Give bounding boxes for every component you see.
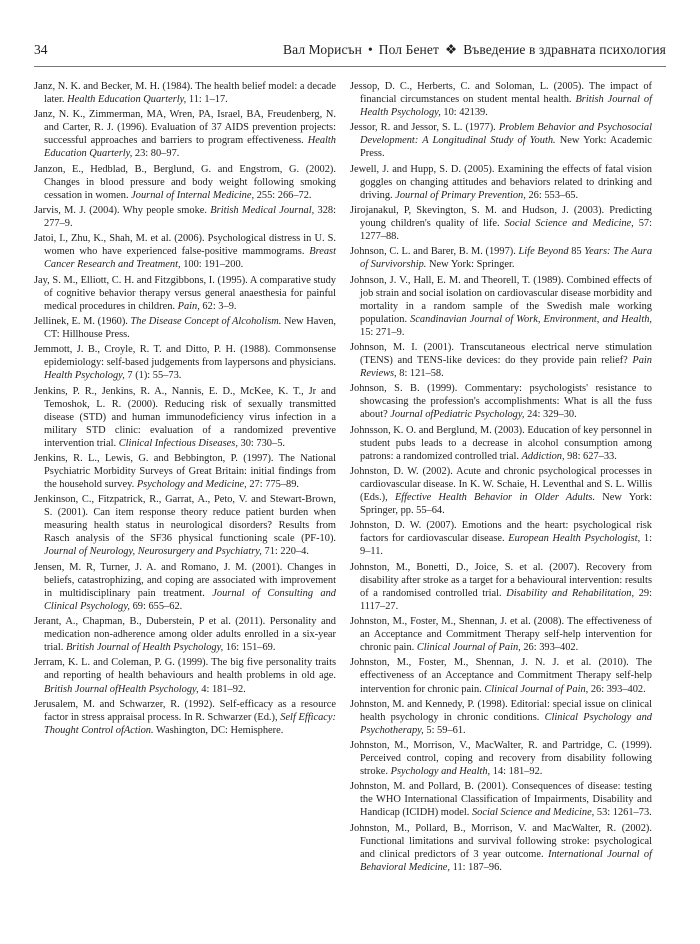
reference-text: 15: 271–9. [360, 326, 405, 338]
reference-entry [34, 493, 336, 558]
reference-text: Jirojanakul, P, Skevington, S. M. and Hudson, J. (2003). Predicting young children's quality of life. [350, 204, 652, 230]
reference-text: Jatoi, I., Zhu, K., Shah, M. et al. (2006). Psychological distress in U. S. women who have experienced false-positive mammograms. [34, 233, 336, 258]
reference-entry [350, 204, 652, 243]
reference-text: Johnston, M., Pollard, B., Morrison, V. and MacWalter, R. (2002). Functional limitations and survival following stroke: psychological and clinical predictors of 3 year outcome. [350, 822, 652, 860]
page-number: 34 [34, 42, 48, 57]
reference-source: Psychology and Health, [390, 766, 491, 778]
reference-text: Jenkins, P. R., Jenkins, R. A., Nannis, E. D., McKee, K. T., Jr and Temoshok, L. R. (2000). Reducing risk of sexually transmitted disease (STD) and human immunodeficiency virus infection in a military STD clinic: evaluation of a randomized preventive intervention trial. [34, 385, 336, 449]
author-name: Пол Бенет [378, 42, 439, 57]
reference-entry [350, 382, 652, 421]
reference-text: New York: Springer. [426, 259, 515, 271]
reference-text: Jenkinson, C., Fitzpatrick, R., Garrat, A., Peto, V. and Stewart-Brown, S. (2001). Can item response theory reduce patient burden when measuring health status in neurological disorders? Results from Rasch analysis of the SF36 physical functioning scale (PF-10). [34, 494, 336, 545]
reference-entry [34, 343, 336, 382]
reference-text: 1: 9–11. [360, 533, 652, 558]
reference-source: Pain Reviews, [360, 355, 652, 380]
reference-text: 26: 553–65. [525, 189, 579, 201]
reference-entry [34, 274, 336, 313]
reference-text: 16: 151–69. [223, 642, 276, 654]
reference-source: Life Beyond [518, 246, 569, 258]
reference-text: Jellinek, E. M. (1960). [34, 315, 131, 327]
reference-text: Johnston, M. and Pollard, B. (2001). Consequences of disease: testing the WHO International Classification of Impairments, Disability and Handicap (ICIDH) model. [350, 781, 652, 819]
reference-text: Jemmott, J. B., Croyle, R. T. and Ditto, P. H. (1988). Commonsense epidemiology: self-based judgements from laypersons and physicians. [34, 344, 336, 369]
reference-entry [34, 315, 336, 341]
reference-text: Janzon, E., Hedblad, B., Berglund, G. and Engstrom, G. (2002). Changes in blood pressure and body weight following smoking cessation in women. [34, 163, 336, 201]
reference-entry [350, 615, 652, 654]
reference-text: 328: 277–9. [44, 204, 336, 230]
reference-source: Health Psychology, [44, 370, 125, 382]
reference-source: Years: The Aura of Survivorship. [360, 246, 653, 271]
reference-source: Breast Cancer Research and Treatment, [44, 246, 336, 271]
reference-text: Johnsson, K. O. and Berglund, M. (2003). Education of key personnel in student pubs leads to a decrease in alcohol consumption among patrons: a randomized controlled trial. [350, 424, 652, 462]
reference-text: Jensen, M. R, Turner, J. A. and Romano, J. M. (2001). Changes in beliefs, catastrophizing, and coping are associated with improvement in multidisciplinary pain treatment. [34, 561, 336, 599]
reference-text: 62: 3–9. [199, 300, 237, 312]
book-title: Въведение в здравната психология [463, 42, 666, 57]
reference-entry [34, 385, 336, 450]
reference-source: Psychology and Medicine, [136, 479, 247, 491]
reference-text: Johnson, J. V., Hall, E. M. and Theorell, T. (1989). Combined effects of job strain and social isolation on cardiovascular disease morbidity and mortality in a random sample of the Swedish male working population. [350, 274, 652, 325]
running-title [283, 42, 666, 58]
reference-text: Jerusalem, M. and Schwarzer, R. (1992). Self-efficacy as a resource factor in stress appraisal process. In R. Schwarzer (Ed.), [34, 698, 336, 723]
reference-entry [350, 698, 652, 737]
reference-source: Journal of Consulting and Clinical Psychology, [44, 587, 336, 612]
reference-text: 24: 329–30. [524, 409, 577, 421]
reference-entry [350, 465, 652, 517]
reference-source: Social Science and Medicine, [504, 218, 634, 230]
reference-text: Jewell, J. and Hupp, S. D. (2005). Examining the effects of fatal vision goggles on changing attitudes and behaviors related to drinking and driving. [350, 163, 652, 201]
reference-text: 14: 181–92. [490, 766, 543, 778]
reference-text: 8: 121–58. [396, 368, 444, 380]
reference-entry [350, 656, 652, 695]
reference-source: Journal ofPediatric Psychology, [390, 409, 525, 421]
reference-source: Social Science and Medicine, [471, 807, 595, 819]
reference-source: Journal of Neurology, Neurosurgery and Psychiatry, [44, 546, 262, 558]
reference-source: Clinical Journal of Pain, [484, 683, 589, 695]
reference-text: Janz, N. K., Zimmerman, MA, Wren, PA, Israel, BA, Freudenberg, N. and Carter, R. J. (1996). Evaluation of 37 AIDS prevention projects: successful approaches and barriers to program effectiveness. [34, 109, 336, 147]
reference-entry [350, 519, 652, 558]
reference-source: Journal of Primary Prevention, [395, 189, 526, 201]
reference-source: Journal of Internal Medicine, [131, 189, 255, 201]
reference-text: Jay, S. M., Elliott, C. H. and Fitzgibbons, I. (1995). A comparative study of cognitive behavior therapy versus general anaesthesia for painful medical procedures in children. [34, 274, 336, 312]
reference-text: Johnston, M. and Kennedy, P. (1998). Editorial: special issue on clinical health psychology in chronic conditions. [350, 698, 652, 723]
reference-entry [34, 204, 336, 230]
reference-source: Health Education Quarterly, [44, 135, 336, 160]
reference-entry [34, 561, 336, 613]
reference-text: Johnston, D. W. (2002). Acute and chronic psychological processes in cardiovascular disease. In K. W. Schaie, H. Leventhal and S. L. Willis (Eds.), [350, 466, 652, 504]
reference-source: Self Efficacy: Thought Control ofAction. [44, 711, 336, 736]
reference-source: Addiction, [521, 450, 565, 462]
reference-entry [350, 274, 652, 339]
reference-text: Johnston, M., Foster, M., Shennan, J. et al. (2008). The effectiveness of an Acceptance and Commitment Therapy self-help intervention for chronic pain. [350, 616, 652, 654]
reference-entry [34, 452, 336, 491]
reference-text: 26: 393–402. [588, 683, 646, 695]
reference-text: Jarvis, M. J. (2004). Why people smoke. [34, 204, 211, 216]
reference-text: Jerram, K. L. and Coleman, P. G. (1999). The big five personality traits and reporting of health behaviours and health problems in old age. [34, 657, 336, 682]
header-separator: • [367, 42, 373, 57]
reference-entry [350, 424, 652, 463]
reference-entry [350, 163, 652, 202]
reference-text: Janz, N. K. and Becker, M. H. (1984). The health belief model: a decade later. [34, 81, 336, 106]
reference-source: Clinical Psychology and Psychotherapy, [360, 711, 652, 736]
reference-text: Jenkins, R. L., Lewis, G. and Bebbington, P. (1997). The National Psychiatric Morbidity Surveys of Great Britain: initial findings from the household survey. [34, 452, 336, 491]
header-rule [34, 66, 666, 67]
author-name: Вал Морисън [283, 42, 362, 57]
reference-source: Disability and Rehabilitation, [506, 587, 635, 599]
reference-text: 100: 191–200. [180, 259, 244, 271]
reference-source: Health Education Quarterly, [67, 94, 187, 106]
reference-text: Johnson, M. I. (2001). Transcutaneous electrical nerve stimulation (TENS) and TENS-like devices: do they provide pain relief? [350, 342, 652, 367]
reference-source: International Journal of Behavioral Medicine, [360, 848, 653, 873]
reference-entry [34, 656, 336, 695]
reference-text: 4: 181–92. [198, 683, 246, 695]
reference-entry [350, 561, 652, 613]
reference-text: 69: 655–62. [130, 600, 183, 612]
reference-text: New York: Academic Press. [360, 135, 652, 160]
reference-entry [350, 121, 652, 160]
reference-entry [34, 698, 336, 737]
reference-text: 11: 1–17. [186, 94, 228, 106]
references-left-column [34, 80, 336, 739]
reference-text: 30: 730–5. [237, 437, 285, 449]
reference-entry [34, 615, 336, 654]
reference-text: 11: 187–96. [450, 861, 502, 873]
reference-source: The Disease Concept of Alcoholism. [130, 315, 282, 327]
reference-text: Jessop, D. C., Herberts, C. and Soloman, L. (2005). The impact of financial circumstances on student mental health. [350, 81, 652, 106]
reference-text: 26: 393–402. [520, 642, 579, 654]
reference-text: 85 [568, 246, 585, 258]
reference-source: British Journal of Health Psychology, [65, 642, 224, 654]
reference-text: 57: 1277–88. [360, 218, 652, 243]
reference-text: Johnston, M., Foster, M., Shennan, J. N. J. et al. (2010). The effectiveness of an Acceptance and Commitment Therapy self-help intervention for chronic pain. [350, 657, 652, 695]
reference-source: European Health Psychologist, [508, 533, 641, 545]
reference-entry [350, 822, 652, 874]
reference-source: Scandinavian Journal of Work, Environment, and Health, [410, 313, 653, 325]
reference-entry [350, 245, 652, 271]
reference-text: 98: 627–33. [564, 450, 617, 462]
references-right-column [350, 80, 652, 876]
reference-source: Problem Behavior and Psychosocial Development: A Longitudinal Study of Youth. [360, 122, 652, 147]
reference-text: New Haven, CT: Hillhouse Press. [44, 315, 337, 340]
reference-text: Johnston, M., Bonetti, D., Joice, S. et al. (2007). Recovery from disability after stroke as a target for a behavioural intervention: results of a randomised controlled trial. [350, 561, 652, 599]
reference-text: Jerant, A., Chapman, B., Duberstein, P et al. (2011). Personality and medication non-adherence among older adults enrolled in a six-year trial. [34, 616, 336, 654]
reference-text: Johnson, S. B. (1999). Commentary: psychologists' resistance to showcasing the profession's accomplishments: What is all the fuss about? [350, 383, 652, 421]
reference-text: 27: 775–89. [246, 479, 300, 491]
reference-entry [350, 80, 652, 119]
reference-text: 7 (1): 55–73. [124, 370, 182, 382]
reference-text: 71: 220–4. [261, 546, 309, 558]
reference-source: British Medical Journal, [210, 204, 315, 216]
reference-entry [34, 163, 336, 202]
reference-text: 255: 266–72. [254, 189, 312, 201]
reference-source: Clinical Infectious Diseases, [118, 437, 238, 449]
running-header [34, 42, 666, 60]
reference-entry [350, 780, 652, 819]
reference-text: New York: Springer, pp. 55–64. [360, 492, 652, 517]
reference-text: Jessor, R. and Jessor, S. L. (1977). [350, 122, 499, 134]
reference-entry [34, 108, 336, 160]
reference-text: 5: 59–61. [423, 724, 466, 736]
reference-entry [34, 80, 336, 106]
reference-text: 29: 1117–27. [360, 587, 652, 612]
reference-text: 23: 80–97. [132, 148, 180, 160]
reference-text: Johnston, M., Morrison, V., MacWalter, R. and Partridge, C. (1999). Perceived control, coping and recovery from disability following stroke. [350, 740, 652, 778]
reference-entry [350, 739, 652, 778]
reference-entry [34, 232, 336, 271]
reference-source: Effective Health Behavior in Older Adults. [394, 492, 596, 504]
reference-text: Washington, DC: Hemisphere. [153, 724, 284, 736]
header-separator: ❖ [444, 42, 458, 57]
reference-source: Pain, [177, 300, 200, 312]
reference-text: 10: 42139. [440, 107, 488, 119]
reference-entry [350, 341, 652, 380]
reference-source: British Journal of Health Psychology, [360, 94, 652, 119]
reference-source: Clinical Journal of Pain, [416, 642, 521, 654]
reference-text: Johnson, C. L. and Barer, B. M. (1997). [350, 246, 519, 258]
reference-text: Johnston, D. W. (2007). Emotions and the heart: psychological risk factors for cardiovascular disease. [350, 520, 652, 545]
reference-source: British Journal ofHealth Psychology, [44, 683, 199, 695]
reference-text: 53: 1261–73. [594, 807, 652, 819]
